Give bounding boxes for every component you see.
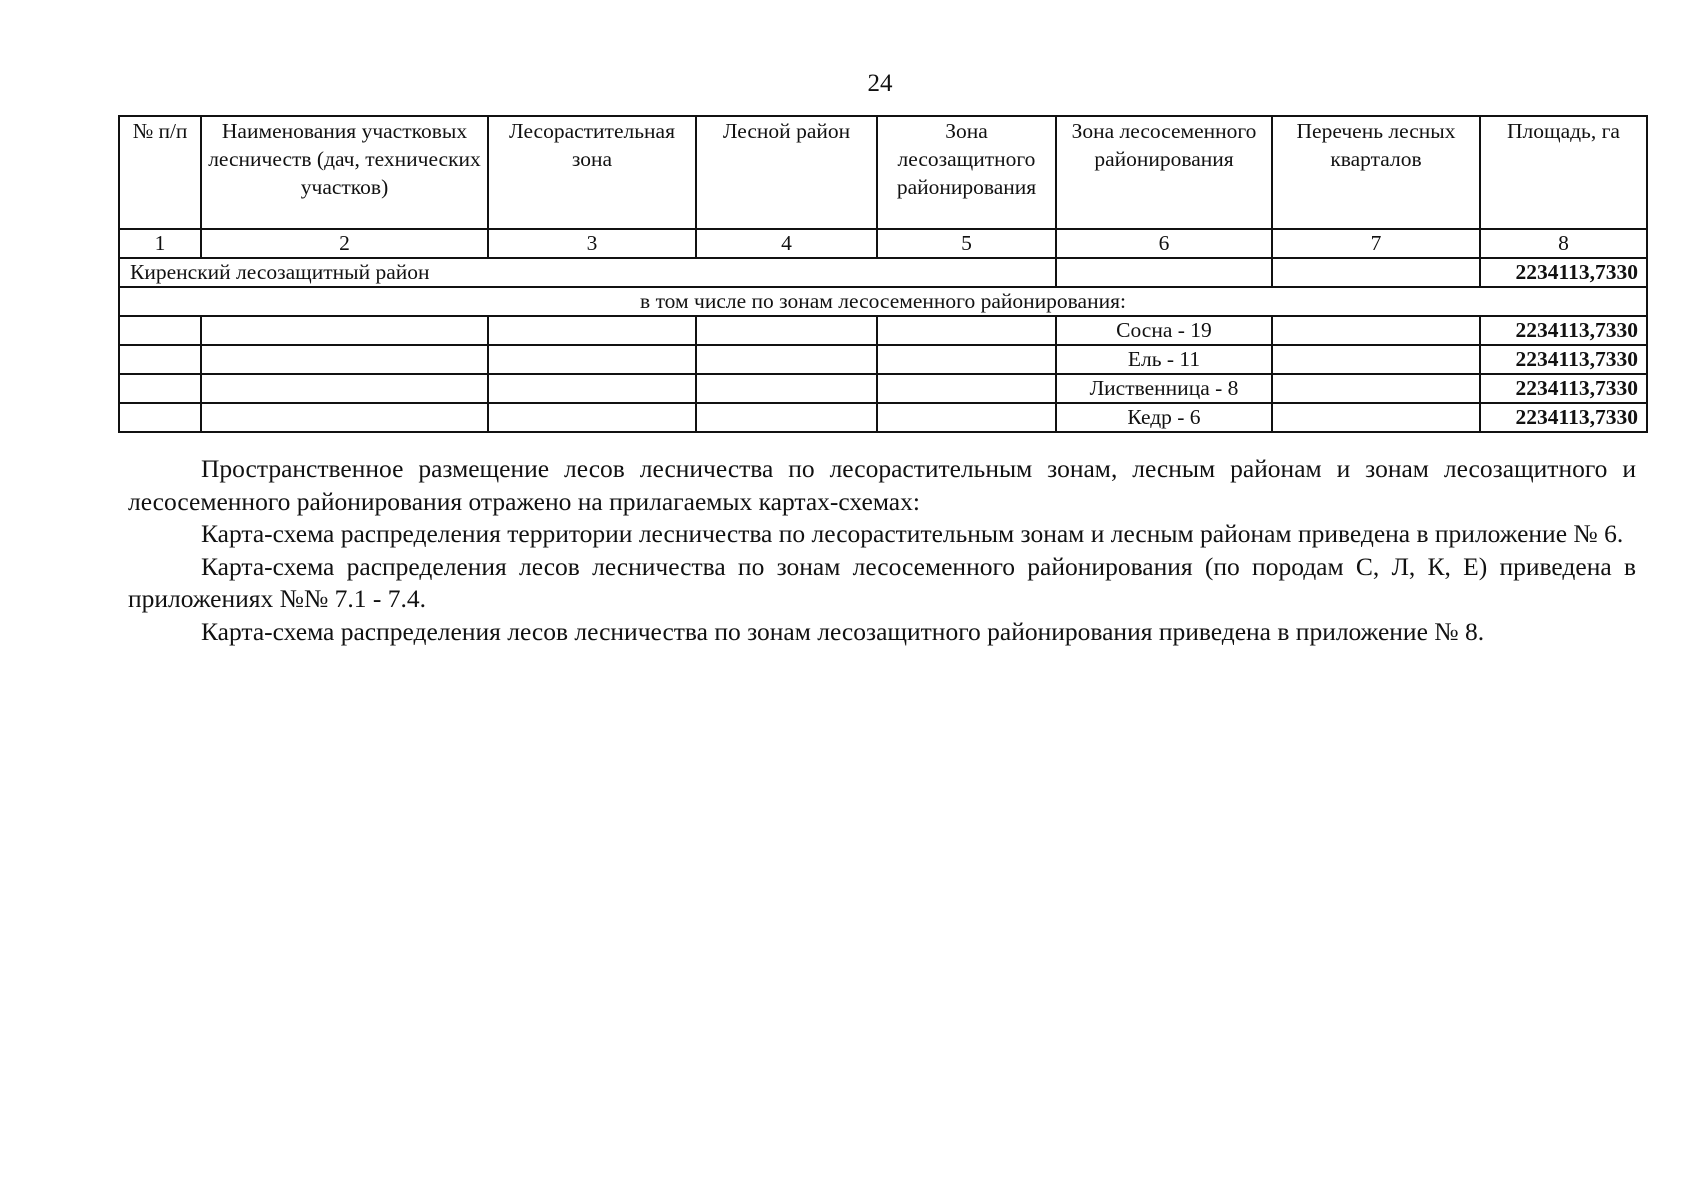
header-forestry-names: Наименования участковых лесничеств (дач, технических участков) [201, 116, 488, 229]
column-number: 5 [877, 229, 1056, 258]
table-cell [1272, 258, 1480, 287]
seed-zone-cell: Кедр - 6 [1056, 403, 1272, 432]
district-row [119, 258, 1647, 287]
page-number: 24 [867, 70, 893, 97]
table-cell [119, 345, 201, 374]
zoning-table [118, 115, 1648, 433]
header-quarters-list: Перечень лесных кварталов [1272, 116, 1480, 229]
paragraph: Карта-схема распределения лесов лесничества по зонам лесозащитного районирования приведена в приложение № 8. [201, 616, 1485, 646]
table-cell [1056, 258, 1272, 287]
table-cell [696, 403, 877, 432]
table-cell [201, 374, 488, 403]
paragraph: Карта-схема распределения лесов лесничества по зонам лесосеменного районирования (по породам С, Л, К, Е) приведена в приложениях №№ 7.1 - 7.4. [128, 551, 1636, 613]
body-text [128, 453, 1636, 648]
header-forest-district: Лесной район [696, 116, 877, 229]
column-number: 7 [1272, 229, 1480, 258]
table-cell [877, 345, 1056, 374]
table-cell [488, 403, 696, 432]
table-cell [877, 316, 1056, 345]
table-cell [696, 374, 877, 403]
table-header-row [119, 116, 1647, 229]
table-cell [119, 316, 201, 345]
table-cell [1272, 403, 1480, 432]
table-cell [1272, 316, 1480, 345]
header-vegetation-zone: Лесорастительная зона [488, 116, 696, 229]
table-cell [488, 316, 696, 345]
header-number: № п/п [119, 116, 201, 229]
table-row [119, 316, 1647, 345]
table-cell [1272, 345, 1480, 374]
column-number: 1 [119, 229, 201, 258]
table-cell [488, 374, 696, 403]
column-number: 3 [488, 229, 696, 258]
paragraph: Карта-схема распределения территории лесничества по лесорастительным зонам и лесным районам приведена в приложение № 6. [201, 519, 1624, 548]
area-cell: 2234113,7330 [1480, 345, 1647, 374]
column-number: 6 [1056, 229, 1272, 258]
column-number: 4 [696, 229, 877, 258]
table-cell [119, 374, 201, 403]
table-cell [696, 316, 877, 345]
seed-zone-cell: Лиственница - 8 [1056, 374, 1272, 403]
table-cell [201, 345, 488, 374]
district-name: Киренский лесозащитный район [119, 258, 1056, 287]
table-cell [201, 403, 488, 432]
header-area: Площадь, га [1480, 116, 1647, 229]
table-row [119, 345, 1647, 374]
subheader-text: в том числе по зонам лесосеменного районирования: [119, 287, 1647, 316]
table-cell [1272, 374, 1480, 403]
area-cell: 2234113,7330 [1480, 374, 1647, 403]
seed-zone-cell: Сосна - 19 [1056, 316, 1272, 345]
paragraph: Пространственное размещение лесов лесничества по лесорастительным зонам, лесным районам и зонам лесозащитного и лесосеменного районирования отражено на прилагаемых картах-схемах: [128, 454, 1636, 516]
table-cell [119, 403, 201, 432]
area-cell: 2234113,7330 [1480, 316, 1647, 345]
table-row [119, 403, 1647, 432]
header-protection-zone: Зона лесозащитного районирования [877, 116, 1056, 229]
column-number: 2 [201, 229, 488, 258]
table-row [119, 374, 1647, 403]
header-seed-zone: Зона лесосеменного районирования [1056, 116, 1272, 229]
column-number: 8 [1480, 229, 1647, 258]
column-number-row [119, 229, 1647, 258]
area-cell: 2234113,7330 [1480, 403, 1647, 432]
table-cell [877, 403, 1056, 432]
table-cell [488, 345, 696, 374]
table-cell [201, 316, 488, 345]
table-cell [877, 374, 1056, 403]
district-area: 2234113,7330 [1480, 258, 1647, 287]
seed-zone-cell: Ель - 11 [1056, 345, 1272, 374]
subheader-row [119, 287, 1647, 316]
table-cell [696, 345, 877, 374]
